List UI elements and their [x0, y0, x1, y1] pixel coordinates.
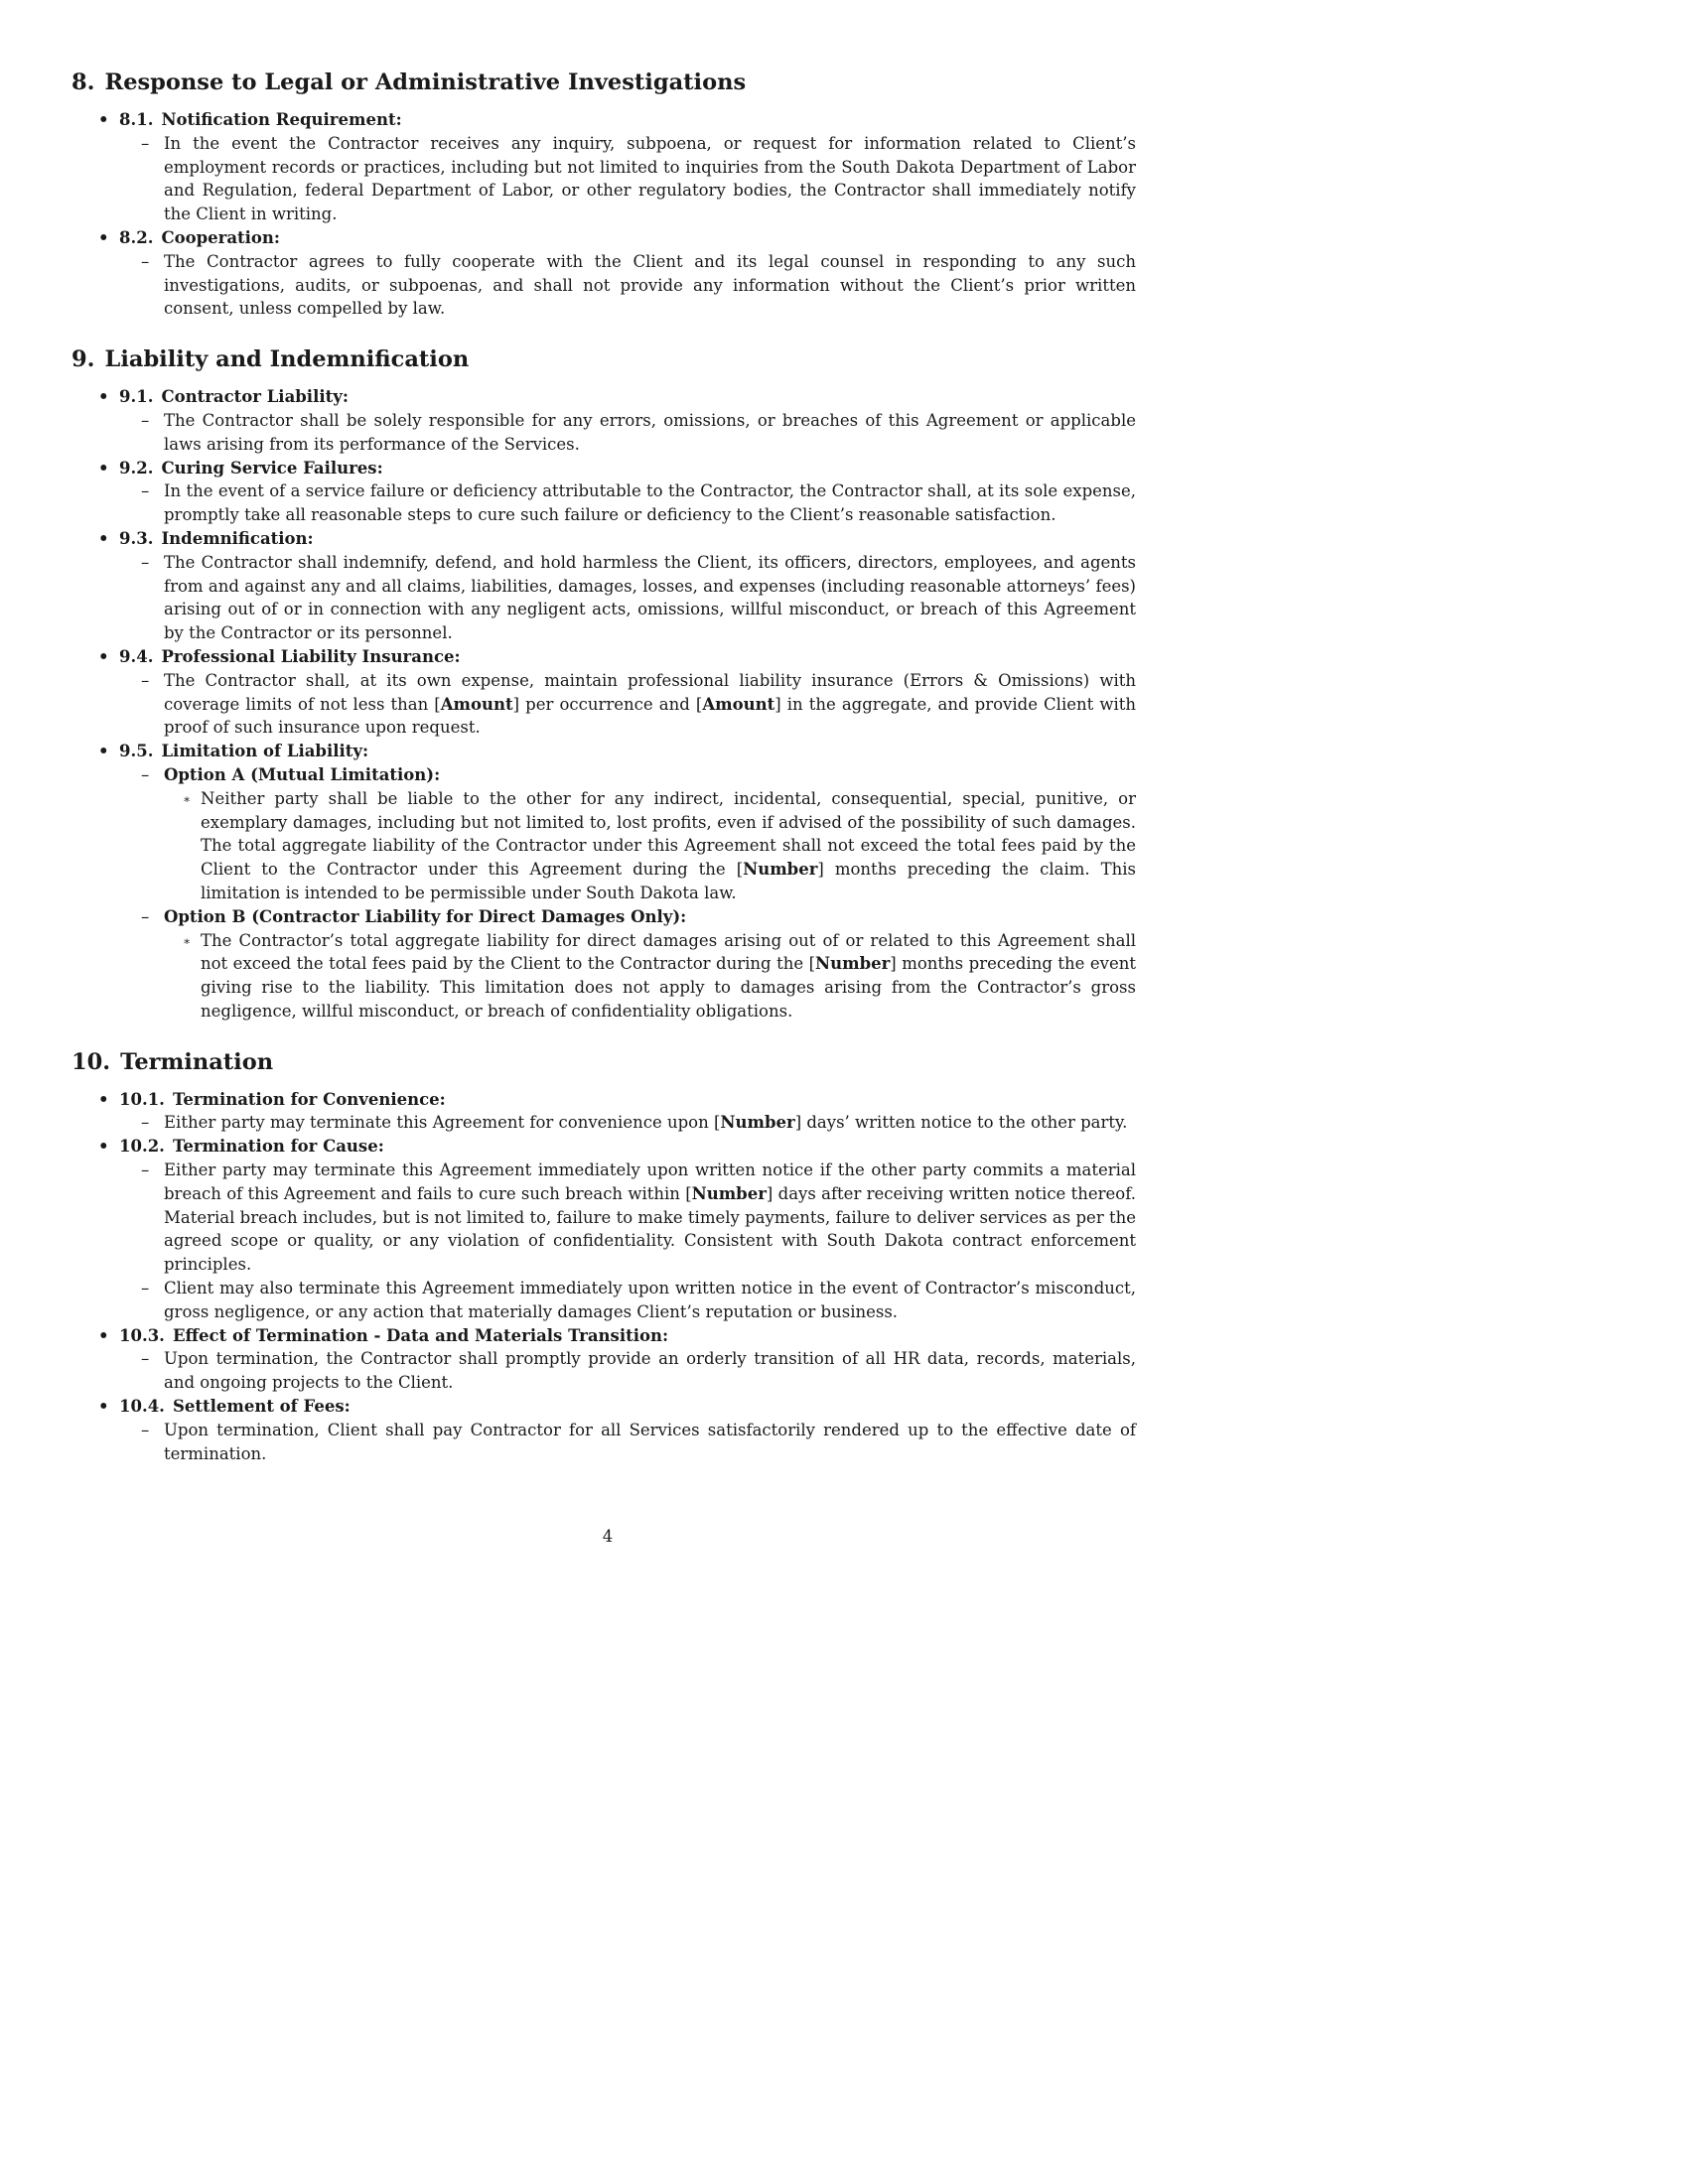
placeholder-text: Amount [440, 694, 513, 714]
page-number: 4 [602, 1527, 614, 1546]
bullet-icon: • [98, 458, 109, 478]
subsection-number: 9.1. [119, 387, 154, 407]
dash-icon: – [141, 1160, 150, 1180]
dash-icon: – [141, 133, 150, 153]
subsection-heading [98, 226, 1136, 250]
body-text: ] days after receiving written notice thereof. Material breach includes, but is not limited to, failure to make timely payments, failure to deliver services as per the agreed scope or quality, or any violation of confidentiality. Consistent with South Dakota contract enforcement principles. [164, 1183, 1136, 1275]
subsection [71, 740, 1136, 1024]
body-text: The Contractor shall indemnify, defend, and hold harmless the Client, its officers, directors, employees, and agents from and against any and all claims, liabilities, damages, losses, and expenses (including reasonable attorneys’ fees) arising out of or in connection with any negligent acts, omissions, willful misconduct, or breach of this Agreement by the Contractor or its personnel. [164, 552, 1136, 643]
section-number: 10. [71, 1048, 111, 1075]
bullet-icon: • [98, 1089, 109, 1109]
dash-icon: – [141, 906, 150, 926]
body-text: The Contractor shall, at its own expense, maintain professional liability insurance (Errors & Omissions) with coverage limits of not less than [ [164, 670, 1136, 714]
subsection-number: 9.2. [119, 458, 154, 478]
bullet-icon: • [98, 110, 109, 129]
placeholder-text: Number [691, 1183, 767, 1203]
body-text: Either party may terminate this Agreement for convenience upon [ [164, 1113, 721, 1133]
section-number: 9. [71, 346, 95, 373]
option-block [119, 905, 1136, 1024]
subsection-title: Limitation of Liability: [161, 742, 369, 761]
dash-icon: – [141, 670, 150, 690]
clause-item [119, 250, 1136, 321]
body-text: In the event of a service failure or deficiency attributable to the Contractor, the Contractor shall, at its sole expense, promptly take all reasonable steps to cure such failure or deficiency to the Client’s reasonable satisfaction. [164, 481, 1136, 525]
subsection [71, 645, 1136, 740]
subsection-title: Contractor Liability: [161, 387, 349, 407]
subsection [71, 527, 1136, 645]
section-heading [71, 66, 1136, 99]
subsection-number: 9.5. [119, 742, 154, 761]
subsection-heading [98, 740, 1136, 763]
option-clause [164, 787, 1136, 905]
clause-item [119, 1419, 1136, 1466]
subsection-title: Professional Liability Insurance: [161, 646, 461, 666]
section [71, 1045, 1136, 1466]
bullet-icon: • [98, 1397, 109, 1417]
dash-icon: – [141, 410, 150, 430]
section [71, 342, 1136, 1024]
body-text: ] in the aggregate, and provide Client with proof of such insurance upon request. [164, 694, 1136, 738]
subsection-title: Curing Service Failures: [161, 458, 383, 478]
subsection-title: Notification Requirement: [161, 110, 402, 129]
body-text: Upon termination, Client shall pay Contractor for all Services satisfactorily rendered up to the effective date of termination. [164, 1420, 1136, 1463]
document-body [71, 66, 1136, 1465]
subsection-number: 10.2. [119, 1137, 165, 1157]
section [71, 66, 1136, 321]
subsection-heading [98, 527, 1136, 551]
section-number: 8. [71, 69, 95, 95]
subsection-heading [98, 1135, 1136, 1159]
clause-item [119, 479, 1136, 527]
subsection-title: Indemnification: [161, 528, 314, 548]
dash-icon: – [141, 552, 150, 572]
body-text: Upon termination, the Contractor shall promptly provide an orderly transition of all HR data, records, materials, and ongoing projects to the Client. [164, 1349, 1136, 1393]
subsection [71, 226, 1136, 321]
subsection [71, 1395, 1136, 1465]
subsection-title: Settlement of Fees: [172, 1397, 351, 1417]
bullet-icon: • [98, 646, 109, 666]
option-title: Option B (Contractor Liability for Direct Damages Only): [164, 906, 687, 926]
subsection-title: Cooperation: [161, 227, 280, 247]
option-title: Option A (Mutual Limitation): [164, 764, 441, 784]
subsection-title: Effect of Termination - Data and Materials Transition: [172, 1325, 669, 1345]
subsection-heading [98, 457, 1136, 480]
subsection-heading [98, 1395, 1136, 1419]
body-text: ] months preceding the event giving rise to the liability. This limitation does not apply to damages arising from the Contractor’s gross negligence, willful misconduct, or breach of confidentiality obligations. [201, 954, 1136, 1021]
body-text: ] months preceding the claim. This limitation is intended to be permissible under South Dakota law. [201, 860, 1136, 902]
clause-item [119, 1159, 1136, 1277]
dash-icon: – [141, 1113, 150, 1133]
subsection [71, 108, 1136, 226]
body-text: The Contractor agrees to fully cooperate with the Client and its legal counsel in responding to any such investigations, audits, or subpoenas, and shall not provide any information without the Client’s prior written consent, unless compelled by law. [164, 251, 1136, 319]
subsection-number: 10.1. [119, 1089, 165, 1109]
dash-icon: – [141, 251, 150, 271]
section-heading [71, 1045, 1136, 1079]
subsection-number: 10.3. [119, 1325, 165, 1345]
section-heading [71, 342, 1136, 376]
placeholder-text: Number [720, 1113, 795, 1133]
clause-item [119, 1347, 1136, 1395]
subsection-number: 10.4. [119, 1397, 165, 1417]
subsection [71, 457, 1136, 527]
dash-icon: – [141, 1349, 150, 1369]
bullet-icon: • [98, 227, 109, 247]
bullet-icon: • [98, 742, 109, 761]
body-text: Neither party shall be liable to the other for any indirect, incidental, consequential, special, punitive, or exemplary damages, including but not limited to, lost profits, even if advised of the possibility of such damages. The total aggregate liability of the Contractor under this Agreement shall not exceed the total fees paid by the Client to the Contractor under this Agreement during the [ [201, 788, 1136, 880]
section-title: Liability and Indemnification [104, 346, 470, 373]
subsection-number: 9.4. [119, 646, 154, 666]
body-text: Either party may terminate this Agreement immediately upon written notice if the other party commits a material breach of this Agreement and fails to cure such breach within [ [164, 1160, 1136, 1203]
subsection [71, 1088, 1136, 1136]
subsection-number: 8.1. [119, 110, 154, 129]
clause-item [119, 1111, 1136, 1135]
placeholder-text: Number [743, 860, 818, 880]
clause-item [119, 669, 1136, 740]
asterisk-icon: ∗ [183, 791, 192, 806]
subsection [71, 1324, 1136, 1395]
subsection-heading [98, 1088, 1136, 1112]
clause-item [119, 409, 1136, 457]
section-title: Response to Legal or Administrative Investigations [104, 69, 747, 95]
clause-item [119, 1277, 1136, 1324]
body-text: Client may also terminate this Agreement immediately upon written notice in the event of Contractor’s misconduct, gross negligence, or any action that materially damages Client’s reputation or business. [164, 1279, 1136, 1321]
dash-icon: – [141, 1279, 150, 1298]
dash-icon: – [141, 481, 150, 501]
subsection-number: 8.2. [119, 227, 154, 247]
clause-item [119, 132, 1136, 226]
bullet-icon: • [98, 1325, 109, 1345]
subsection-heading [98, 108, 1136, 132]
placeholder-text: Amount [702, 694, 775, 714]
subsection-heading [98, 1324, 1136, 1348]
subsection [71, 385, 1136, 456]
section-title: Termination [120, 1048, 274, 1075]
dash-icon: – [141, 1420, 150, 1439]
bullet-icon: • [98, 1137, 109, 1157]
asterisk-icon: ∗ [183, 933, 192, 948]
subsection [71, 1135, 1136, 1323]
option-block [119, 763, 1136, 905]
clause-item [119, 551, 1136, 645]
option-clause [164, 929, 1136, 1024]
bullet-icon: • [98, 387, 109, 407]
subsection-title: Termination for Cause: [172, 1137, 384, 1157]
body-text: In the event the Contractor receives any inquiry, subpoena, or request for information related to Client’s employment records or practices, including but not limited to inquiries from the South Dakota Department of Labor and Regulation, federal Department of Labor, or other regulatory bodies, the Contractor shall immediately notify the Client in writing. [164, 133, 1136, 224]
subsection-number: 9.3. [119, 528, 154, 548]
dash-icon: – [141, 764, 150, 784]
bullet-icon: • [98, 528, 109, 548]
placeholder-text: Number [815, 954, 891, 974]
subsection-title: Termination for Convenience: [172, 1089, 446, 1109]
body-text: ] per occurrence and [ [512, 694, 703, 714]
body-text: The Contractor shall be solely responsible for any errors, omissions, or breaches of this Agreement or applicable laws arising from its performance of the Services. [164, 410, 1136, 454]
body-text: ] days’ written notice to the other party. [794, 1113, 1128, 1133]
subsection-heading [98, 645, 1136, 669]
body-text: The Contractor’s total aggregate liability for direct damages arising out of or related to this Agreement shall not exceed the total fees paid by the Client to the Contractor during the [ [201, 930, 1136, 974]
subsection-heading [98, 385, 1136, 409]
